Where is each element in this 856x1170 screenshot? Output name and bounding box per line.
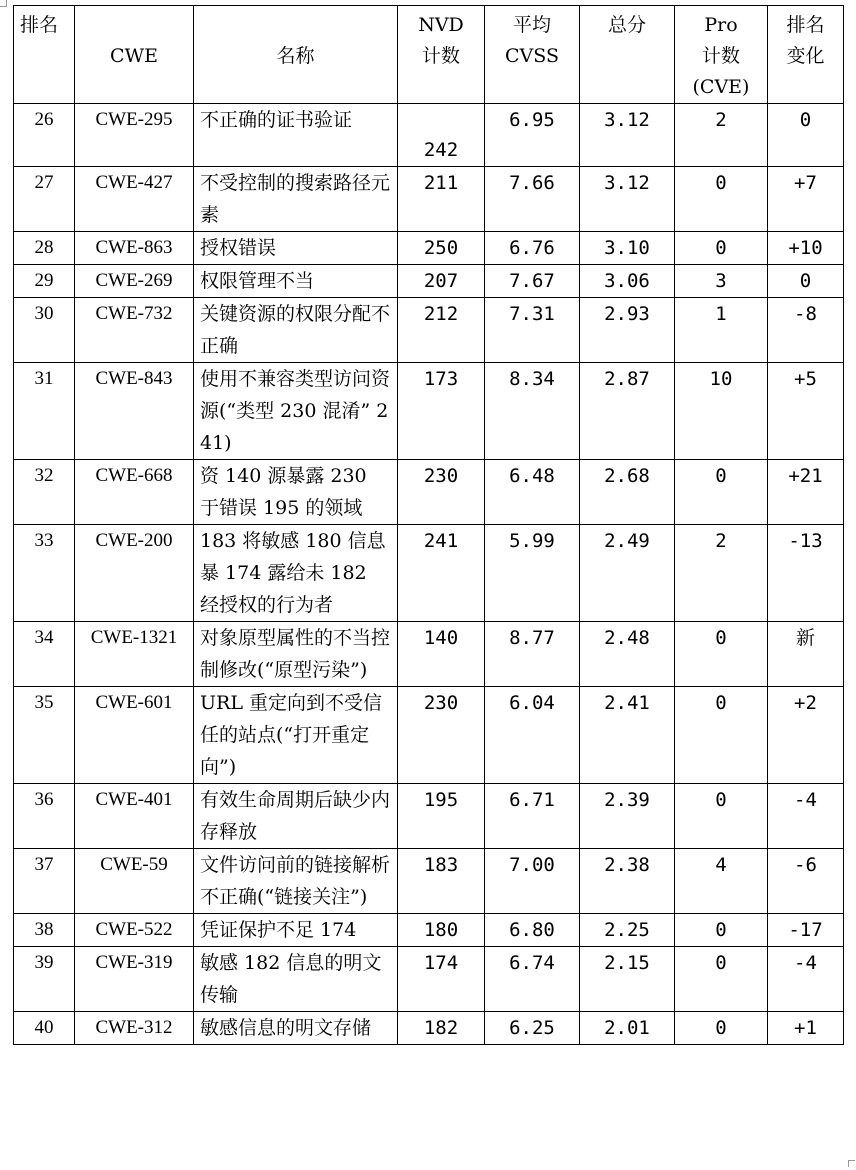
header-rank: [14, 6, 75, 104]
header-change-line: 变化: [786, 45, 825, 67]
page-corner-mark: [0, 0, 7, 7]
table-row: [14, 849, 844, 914]
rank-cell: 40: [14, 1012, 75, 1045]
avg-cvss-cell: 6.95: [485, 104, 580, 167]
avg-cvss-cell: 8.77: [485, 622, 580, 687]
rank-cell: 30: [14, 298, 75, 363]
name-cell: 不正确的证书验证: [194, 104, 398, 167]
nvd-count-cell: 140: [398, 622, 485, 687]
total-score-cell: 3.12: [580, 167, 675, 232]
cwe-id-cell: CWE-601: [75, 687, 194, 784]
rank-cell: 29: [14, 265, 75, 298]
rank-cell: 28: [14, 232, 75, 265]
header-score-line: 总分: [607, 14, 646, 36]
header-nvd-line: NVD: [418, 14, 464, 36]
pro-count-cell: 0: [675, 914, 768, 947]
header-cwe-line: CWE: [110, 45, 158, 67]
avg-cvss-cell: 6.71: [485, 784, 580, 849]
avg-cvss-cell: 6.74: [485, 947, 580, 1012]
total-score-cell: 2.48: [580, 622, 675, 687]
rank-change-cell: +10: [768, 232, 844, 265]
table-row: [14, 687, 844, 784]
rank-change-cell: -4: [768, 947, 844, 1012]
name-cell: 使用不兼容类型访问资源(“类型 230 混淆” 241): [194, 363, 398, 460]
rank-cell: 37: [14, 849, 75, 914]
cwe-id-cell: CWE-732: [75, 298, 194, 363]
table-body: [14, 104, 844, 1045]
rank-change-cell: +1: [768, 1012, 844, 1045]
name-cell: 凭证保护不足 174: [194, 914, 398, 947]
table-row: [14, 298, 844, 363]
header-pro-line: 计数: [701, 45, 740, 67]
table-row: [14, 622, 844, 687]
total-score-cell: 2.38: [580, 849, 675, 914]
name-cell: 不受控制的搜索路径元素: [194, 167, 398, 232]
rank-change-cell: +7: [768, 167, 844, 232]
name-cell: 授权错误: [194, 232, 398, 265]
cwe-id-cell: CWE-59: [75, 849, 194, 914]
cwe-id-cell: CWE-668: [75, 460, 194, 525]
name-cell: 权限管理不当: [194, 265, 398, 298]
cwe-id-cell: CWE-427: [75, 167, 194, 232]
pro-count-cell: 0: [675, 1012, 768, 1045]
pro-count-cell: 0: [675, 784, 768, 849]
cwe-id-cell: CWE-312: [75, 1012, 194, 1045]
rank-cell: 33: [14, 525, 75, 622]
avg-cvss-cell: 8.34: [485, 363, 580, 460]
cwe-id-cell: CWE-269: [75, 265, 194, 298]
name-cell: 对象原型属性的不当控制修改(“原型污染”): [194, 622, 398, 687]
nvd-count-cell: 211: [398, 167, 485, 232]
page-corner-mark: [848, 1160, 855, 1167]
table-row: [14, 914, 844, 947]
name-cell: 有效生命周期后缺少内存释放: [194, 784, 398, 849]
nvd-count-cell: 230: [398, 460, 485, 525]
table-row: [14, 232, 844, 265]
rank-cell: 39: [14, 947, 75, 1012]
cwe-id-cell: CWE-843: [75, 363, 194, 460]
header-cvss-line: CVSS: [505, 45, 559, 67]
rank-change-cell: -13: [768, 525, 844, 622]
table-row: [14, 167, 844, 232]
nvd-count-cell: 207: [398, 265, 485, 298]
header-nvd-line: 计数: [421, 45, 460, 67]
total-score-cell: 2.93: [580, 298, 675, 363]
total-score-cell: 2.25: [580, 914, 675, 947]
pro-count-cell: 3: [675, 265, 768, 298]
total-score-cell: 3.10: [580, 232, 675, 265]
header-cwe-line: [81, 10, 187, 41]
rank-change-cell: +21: [768, 460, 844, 525]
name-cell: 183 将敏感 180 信息暴 174 露给未 182 经授权的行为者: [194, 525, 398, 622]
nvd-count-cell: 182: [398, 1012, 485, 1045]
header-change-line: 排名: [786, 14, 825, 36]
nvd-count-cell: 195: [398, 784, 485, 849]
table-row: [14, 363, 844, 460]
table-header: [14, 6, 844, 104]
pro-count-cell: 0: [675, 232, 768, 265]
cwe-id-cell: CWE-522: [75, 914, 194, 947]
name-cell: 关键资源的权限分配不正确: [194, 298, 398, 363]
cwe-id-cell: CWE-295: [75, 104, 194, 167]
header-total-score: [580, 6, 675, 104]
nvd-count-cell: 174: [398, 947, 485, 1012]
pro-count-cell: 0: [675, 460, 768, 525]
avg-cvss-cell: 5.99: [485, 525, 580, 622]
avg-cvss-cell: 6.48: [485, 460, 580, 525]
cwe-id-cell: CWE-401: [75, 784, 194, 849]
pro-count-cell: 2: [675, 104, 768, 167]
table-row: [14, 1012, 844, 1045]
rank-cell: 27: [14, 167, 75, 232]
total-score-cell: 2.87: [580, 363, 675, 460]
cwe-id-cell: CWE-319: [75, 947, 194, 1012]
header-name-line: [200, 10, 391, 41]
rank-change-cell: -6: [768, 849, 844, 914]
rank-change-cell: 0: [768, 265, 844, 298]
nvd-count-cell: 250: [398, 232, 485, 265]
avg-cvss-cell: 6.25: [485, 1012, 580, 1045]
pro-count-cell: 4: [675, 849, 768, 914]
nvd-count-cell: 242: [398, 104, 485, 167]
header-pro-line: (CVE): [692, 76, 750, 98]
avg-cvss-cell: 6.80: [485, 914, 580, 947]
nvd-count-cell: 183: [398, 849, 485, 914]
avg-cvss-cell: 6.04: [485, 687, 580, 784]
rank-cell: 26: [14, 104, 75, 167]
pro-count-cell: 10: [675, 363, 768, 460]
rank-cell: 32: [14, 460, 75, 525]
header-pro-count: [675, 6, 768, 104]
rank-change-cell: 0: [768, 104, 844, 167]
cwe-ranking-table: [13, 5, 844, 1045]
header-name: [194, 6, 398, 104]
avg-cvss-cell: 7.66: [485, 167, 580, 232]
cwe-id-cell: CWE-863: [75, 232, 194, 265]
nvd-count-cell: 241: [398, 525, 485, 622]
table-row: [14, 947, 844, 1012]
pro-count-cell: 2: [675, 525, 768, 622]
avg-cvss-cell: 7.31: [485, 298, 580, 363]
name-cell: 敏感信息的明文存储: [194, 1012, 398, 1045]
name-cell: 敏感 182 信息的明文传输: [194, 947, 398, 1012]
rank-cell: 38: [14, 914, 75, 947]
cwe-id-cell: CWE-200: [75, 525, 194, 622]
rank-change-cell: +5: [768, 363, 844, 460]
nvd-count-cell: 180: [398, 914, 485, 947]
cwe-id-cell: CWE-1321: [75, 622, 194, 687]
total-score-cell: 2.41: [580, 687, 675, 784]
name-cell: URL 重定向到不受信任的站点(“打开重定向”): [194, 687, 398, 784]
avg-cvss-cell: 7.67: [485, 265, 580, 298]
total-score-cell: 2.49: [580, 525, 675, 622]
total-score-cell: 2.01: [580, 1012, 675, 1045]
header-cvss-line: 平均: [512, 14, 551, 36]
pro-count-cell: 0: [675, 947, 768, 1012]
table-row: [14, 265, 844, 298]
table-row: [14, 525, 844, 622]
header-nvd-count: [398, 6, 485, 104]
table-row: [14, 460, 844, 525]
header-row: [14, 6, 844, 104]
total-score-cell: 3.12: [580, 104, 675, 167]
avg-cvss-cell: 6.76: [485, 232, 580, 265]
rank-change-cell: 新: [768, 622, 844, 687]
header-rank-line: 排名: [20, 14, 59, 36]
rank-change-cell: -4: [768, 784, 844, 849]
rank-change-cell: -8: [768, 298, 844, 363]
pro-count-cell: 0: [675, 167, 768, 232]
nvd-count-cell: 212: [398, 298, 485, 363]
rank-cell: 36: [14, 784, 75, 849]
name-cell: 资 140 源暴露 230 于错误 195 的领域: [194, 460, 398, 525]
rank-cell: 34: [14, 622, 75, 687]
total-score-cell: 2.15: [580, 947, 675, 1012]
table-row: [14, 104, 844, 167]
nvd-count-cell: 230: [398, 687, 485, 784]
header-name-line: 名称: [276, 45, 315, 67]
pro-count-cell: 0: [675, 622, 768, 687]
table-row: [14, 784, 844, 849]
rank-change-cell: -17: [768, 914, 844, 947]
header-avg-cvss: [485, 6, 580, 104]
total-score-cell: 2.68: [580, 460, 675, 525]
pro-count-cell: 1: [675, 298, 768, 363]
name-cell: 文件访问前的链接解析不正确(“链接关注”): [194, 849, 398, 914]
rank-change-cell: +2: [768, 687, 844, 784]
total-score-cell: 2.39: [580, 784, 675, 849]
avg-cvss-cell: 7.00: [485, 849, 580, 914]
nvd-count-cell: 173: [398, 363, 485, 460]
header-pro-line: Pro: [704, 14, 738, 36]
total-score-cell: 3.06: [580, 265, 675, 298]
rank-cell: 35: [14, 687, 75, 784]
header-cwe: [75, 6, 194, 104]
pro-count-cell: 0: [675, 687, 768, 784]
rank-cell: 31: [14, 363, 75, 460]
header-rank-change: [768, 6, 844, 104]
